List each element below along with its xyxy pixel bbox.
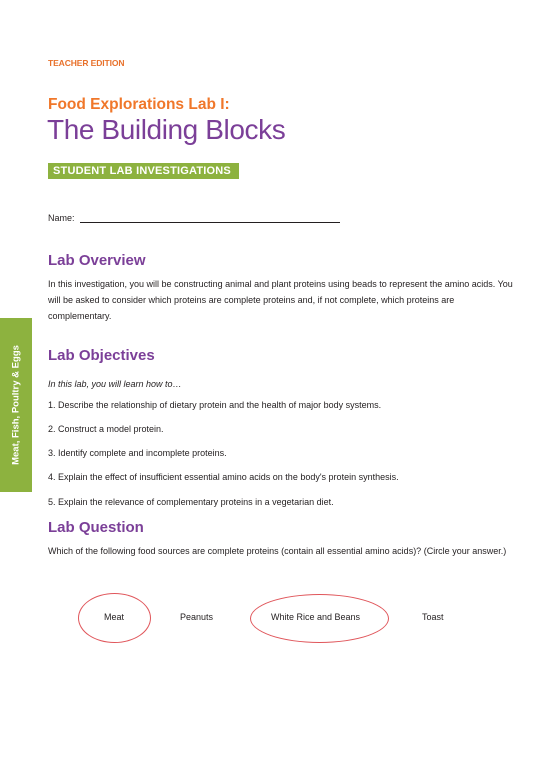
overview-heading: Lab Overview (48, 252, 146, 269)
choice-meat[interactable]: Meat (104, 612, 125, 622)
chapter-side-tab-label: Meat, Fish, Poultry & Eggs (10, 345, 22, 465)
section-banner-label: STUDENT LAB INVESTIGATIONS (53, 165, 231, 177)
choice-peanuts[interactable]: Peanuts (180, 612, 214, 622)
objective-item: 5. Explain the relevance of complementary proteins in a vegetarian diet. (48, 497, 334, 507)
page-title: The Building Blocks (47, 114, 286, 145)
objective-item: 4. Explain the effect of insufficient essential amino acids on the body's protein synthesis. (48, 472, 399, 482)
choice-toast[interactable]: Toast (422, 612, 444, 622)
lab-subtitle: Food Explorations Lab I: (48, 96, 230, 113)
overview-text: In this investigation, you will be constructing animal and plant proteins using beads to represent the amino acids. You will be asked to consider which proteins are complete proteins and, if not complete, which proteins are complementary. (48, 279, 513, 321)
question-heading: Lab Question (48, 519, 144, 536)
question-text: Which of the following food sources are complete proteins (contain all essential amino acids)? (Circle your answer.) (48, 546, 507, 556)
chapter-side-tab (0, 318, 32, 492)
objective-item: 1. Describe the relationship of dietary protein and the health of major body systems. (48, 400, 382, 410)
name-field[interactable] (80, 222, 340, 223)
choice-white-rice-and-beans[interactable]: White Rice and Beans (271, 612, 361, 622)
edition-label: TEACHER EDITION (48, 58, 125, 68)
objective-item: 3. Identify complete and incomplete proteins. (48, 448, 227, 458)
objectives-intro: In this lab, you will learn how to… (48, 379, 182, 389)
name-label: Name: (48, 213, 75, 223)
objective-item: 2. Construct a model protein. (48, 424, 164, 434)
objectives-heading: Lab Objectives (48, 347, 155, 364)
